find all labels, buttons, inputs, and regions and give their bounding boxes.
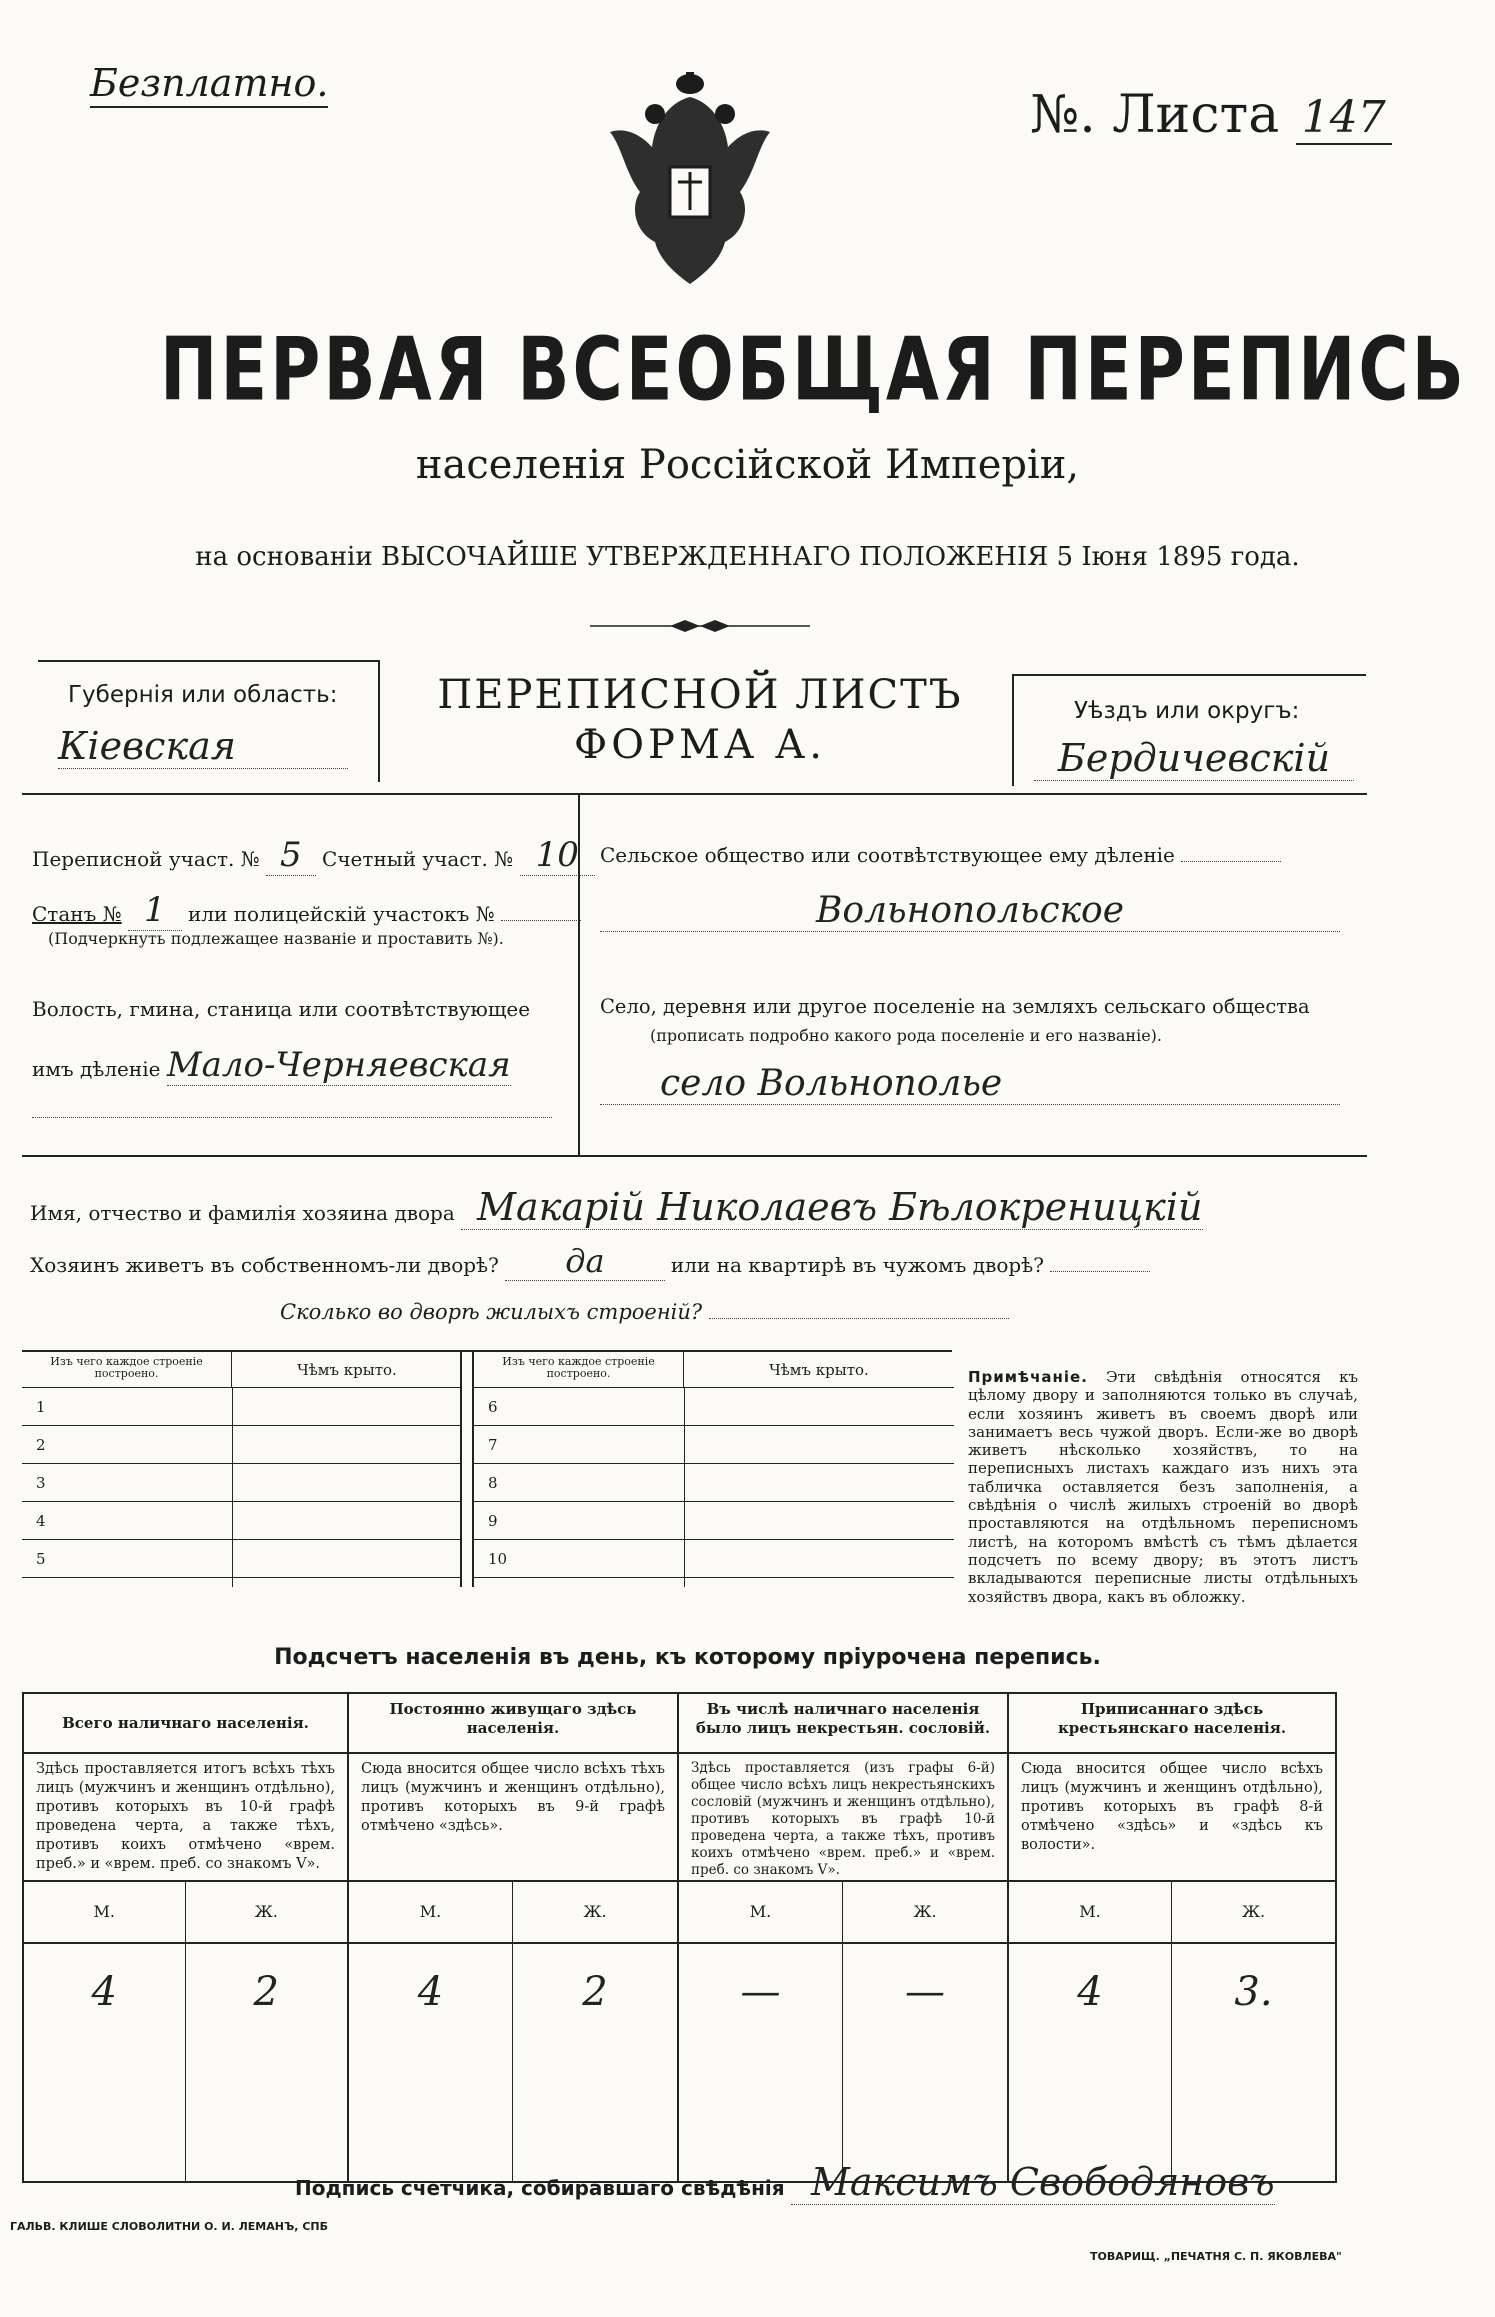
- buildings-table: [22, 1350, 952, 1587]
- census-district-row: [32, 835, 595, 875]
- buildings-count-row: [280, 1300, 1009, 1324]
- mf-value-row: [1009, 1942, 1335, 2181]
- m-value: 4: [349, 1942, 513, 2181]
- buildings-count-label: Сколько во дворѣ жилыхъ строеній?: [280, 1300, 703, 1324]
- printer-left: ГАЛЬВ. КЛИШЕ СЛОВОЛИТНИ О. И. ЛЕМАНЪ, СПБ: [10, 2220, 328, 2233]
- m-label: М.: [679, 1882, 843, 1942]
- m-value: 4: [1009, 1942, 1172, 2181]
- population-col-registered-peasant: [1009, 1694, 1335, 2181]
- col-material-header: Изъ чего каждое строеніе построено.: [22, 1352, 232, 1388]
- signature-row: [295, 2160, 1275, 2204]
- m-label: М.: [24, 1882, 186, 1942]
- f-value: 2: [253, 1969, 279, 2015]
- volost-row: [32, 1045, 511, 1085]
- f-value: 3.: [1234, 1969, 1273, 2015]
- f-label: Ж.: [583, 1902, 607, 1921]
- col-material-header: Изъ чего каждое строеніе построено.: [474, 1352, 684, 1388]
- col-desc: Сюда вносится общее число всѣхъ лицъ (мужчинъ и женщинъ отдѣльно), противъ которыхъ въ графѣ 8-й отмѣчено «здѣсь» и «здѣсь къ волости».: [1009, 1754, 1335, 1882]
- village-label-2: (прописать подробно какого рода поселеніе и его названіе).: [650, 1026, 1162, 1045]
- volost-value: Мало-Черняевская: [166, 1045, 511, 1085]
- note-title: Примѣчаніе.: [968, 1368, 1088, 1386]
- form-subtitle: населенія Россійской Имперіи,: [415, 442, 1080, 488]
- printer-right: ТОВАРИЩ. „ПЕЧАТНЯ С. П. ЯКОВЛЕВА": [1090, 2250, 1342, 2263]
- volost-extra-line: [32, 1117, 552, 1118]
- table-row: [474, 1502, 954, 1540]
- owner-name-value: Макарій Николаевъ Бѣлокреницкій: [461, 1185, 1202, 1230]
- buildings-table-right: [472, 1352, 952, 1587]
- col-title: Всего наличнаго населенія.: [24, 1694, 347, 1754]
- f-label: Ж.: [1241, 1902, 1266, 1921]
- table-row: [474, 1540, 954, 1578]
- row-number: 6: [488, 1398, 498, 1416]
- population-table: [22, 1692, 1337, 2183]
- form-subtitle-a: ФОРМА А.: [574, 722, 826, 768]
- table-row: [474, 1388, 954, 1426]
- table-row: [22, 1388, 462, 1426]
- row-number: 4: [36, 1512, 46, 1530]
- population-col-total: [24, 1694, 349, 2181]
- count-district-value: 10: [520, 835, 595, 876]
- stan-row: [32, 890, 581, 930]
- mf-value-row: [679, 1942, 1007, 2181]
- gubernia-label: Губернія или область:: [68, 682, 338, 708]
- stan-value: 1: [128, 890, 182, 931]
- rented-label: или на квартирѣ въ чужомъ дворѣ?: [670, 1253, 1044, 1277]
- f-label: Ж.: [913, 1902, 937, 1921]
- gubernia-value: Кіевская: [58, 724, 348, 769]
- buildings-note: [968, 1368, 1358, 1606]
- m-label: М.: [349, 1882, 513, 1942]
- own-yard-label: Хозяинъ живетъ въ собственномъ-ли дворѣ?: [30, 1253, 499, 1277]
- m-value: —: [679, 1942, 843, 2181]
- note-text: Эти свѣдѣнія относятся къ цѣлому двору и заполняются только въ случаѣ, если хозяинъ живетъ въ своемъ дворѣ или занимаетъ весь чужой дворъ. Если-же во дворѣ живетъ нѣсколько хозяйствъ, то на переписныхъ листахъ каждаго изъ нихъ эта табличка оставляется безъ заполненія, а свѣдѣнія о числѣ жилыхъ строеній во дворѣ проставляются на отдѣльномъ переписномъ листѣ, на которомъ вмѣстѣ съ тѣмъ дѣлается подсчетъ по всему двору; въ этотъ листъ вкладываются переписные листы отдѣльныхъ хозяйствъ двора, какъ въ обложку.: [968, 1368, 1358, 1606]
- population-heading: Подсчетъ населенія въ день, къ которому пріурочена перепись.: [274, 1645, 1101, 1670]
- free-label: Безплатно.: [90, 60, 328, 108]
- form-title: ПЕРЕПИСНОЙ ЛИСТЪ: [437, 672, 963, 718]
- owner-name-row: [30, 1185, 1203, 1229]
- row-number: 9: [488, 1512, 498, 1530]
- table-row: [22, 1426, 462, 1464]
- m-label: М.: [1009, 1882, 1172, 1942]
- col-desc: Здѣсь проставляется итогъ всѣхъ тѣхъ лицъ (мужчинъ и женщинъ отдѣльно), противъ которыхъ въ 10-й графѣ проведена черта, а также тѣхъ, противъ коихъ отмѣчено «врем. преб.» и «врем. преб. со знакомъ V».: [24, 1754, 347, 1882]
- village-label-1: Село, деревня или другое поселеніе на земляхъ сельскаго общества: [600, 995, 1310, 1018]
- society-label: Сельское общество или соотвѣтствующее ему дѣленіе: [600, 843, 1175, 867]
- row-number: 5: [36, 1550, 46, 1568]
- right-location-block: [580, 795, 1370, 1155]
- table-row: [22, 1540, 462, 1578]
- population-col-non-peasant: [679, 1694, 1009, 2181]
- volost-label-2: имъ дѣленіе: [32, 1057, 161, 1081]
- col-roof-header: Чѣмъ крыто.: [232, 1352, 462, 1388]
- form-title-box: [380, 670, 1020, 780]
- rows-left: [22, 1388, 462, 1587]
- gubernia-box: [38, 660, 380, 782]
- col-desc: Сюда вносится общее число всѣхъ тѣхъ лицъ (мужчинъ и женщинъ отдѣльно), противъ которыхъ въ 9-й графѣ отмѣчено «здѣсь».: [349, 1754, 677, 1882]
- census-district-label: Переписной участ. №: [32, 847, 260, 871]
- m-value: 4: [24, 1942, 186, 2181]
- row-number: 10: [488, 1550, 508, 1568]
- mf-header-row: [24, 1882, 347, 1944]
- buildings-table-left: [22, 1352, 462, 1587]
- police-label: или полицейскій участокъ №: [188, 902, 495, 926]
- row-number: 3: [36, 1474, 46, 1492]
- col-roof-header: Чѣмъ крыто.: [684, 1352, 954, 1388]
- table-row: [22, 1502, 462, 1540]
- f-label: Ж.: [254, 1902, 278, 1921]
- village-value: село Вольнополье: [600, 1063, 1340, 1105]
- row-number: 2: [36, 1436, 46, 1454]
- rows-right: [474, 1388, 954, 1587]
- mf-value-row: [24, 1942, 347, 2181]
- table-row: [474, 1426, 954, 1464]
- mf-header-row: [679, 1882, 1007, 1944]
- col-title: Приписаннаго здѣсь крестьянскаго населенія.: [1009, 1694, 1335, 1754]
- table-row: [474, 1464, 954, 1502]
- row-number: 7: [488, 1436, 498, 1454]
- count-district-label: Счетный участ. №: [322, 847, 514, 871]
- row-number: 8: [488, 1474, 498, 1492]
- table-row: [22, 1464, 462, 1502]
- stan-label: Станъ №: [32, 902, 122, 926]
- col-title: Въ числѣ наличнаго населенія было лицъ некрестьян. сословій.: [679, 1694, 1007, 1754]
- sheet-number-value: 147: [1296, 92, 1392, 145]
- signature-value: Максимъ Свободяновъ: [791, 2160, 1275, 2205]
- left-location-block: [22, 795, 580, 1155]
- own-yard-value: да: [505, 1242, 664, 1281]
- uezd-label: Уѣздъ или округъ:: [1074, 698, 1300, 724]
- form-main-title: ПЕРВАЯ ВСЕОБЩАЯ ПЕРЕПИСЬ: [160, 318, 1467, 421]
- form-basis-line: на основаніи ВЫСОЧАЙШЕ УТВЕРЖДЕННАГО ПОЛОЖЕНІЯ 5 Іюня 1895 года.: [195, 542, 1300, 572]
- volost-label-1: Волость, гмина, станица или соотвѣтствующее: [32, 997, 531, 1021]
- f-value: —: [905, 1969, 945, 2015]
- signature-label: Подпись счетчика, собиравшаго свѣдѣнія: [295, 2176, 785, 2200]
- society-row: [600, 843, 1281, 867]
- f-value: 2: [582, 1969, 608, 2015]
- ornament-divider: [590, 618, 810, 634]
- society-value: Вольнопольское: [600, 890, 1340, 932]
- col-desc: Здѣсь проставляется (изъ графы 6-й) общее число всѣхъ лицъ некрестьянскихъ сословій (мужчинъ и женщинъ отдѣльно), противъ которыхъ въ графѣ 10-й проведена черта, а также тѣхъ, противъ коихъ отмѣчено «врем. преб.» и «врем. преб. со знакомъ V».: [679, 1754, 1007, 1882]
- uezd-value: Бердичевскій: [1034, 736, 1354, 781]
- col-title: Постоянно живущаго здѣсь населенія.: [349, 1694, 677, 1754]
- sheet-number-label: №. Листа: [1030, 85, 1280, 145]
- mf-header-row: [1009, 1882, 1335, 1944]
- block-bottom-rule: [22, 1155, 1367, 1157]
- double-headed-eagle-emblem: [600, 72, 780, 287]
- population-col-permanent: [349, 1694, 679, 2181]
- owner-name-label: Имя, отчество и фамилія хозяина двора: [30, 1201, 455, 1225]
- mf-value-row: [349, 1942, 677, 2181]
- row-number: 1: [36, 1398, 46, 1416]
- own-yard-row: [30, 1242, 1150, 1280]
- uezd-box: [1012, 674, 1366, 786]
- underline-note: (Подчеркнуть подлежащее названіе и проставить №).: [48, 929, 504, 948]
- census-district-value: 5: [266, 835, 316, 876]
- sheet-number: [1030, 85, 1392, 148]
- mf-header-row: [349, 1882, 677, 1944]
